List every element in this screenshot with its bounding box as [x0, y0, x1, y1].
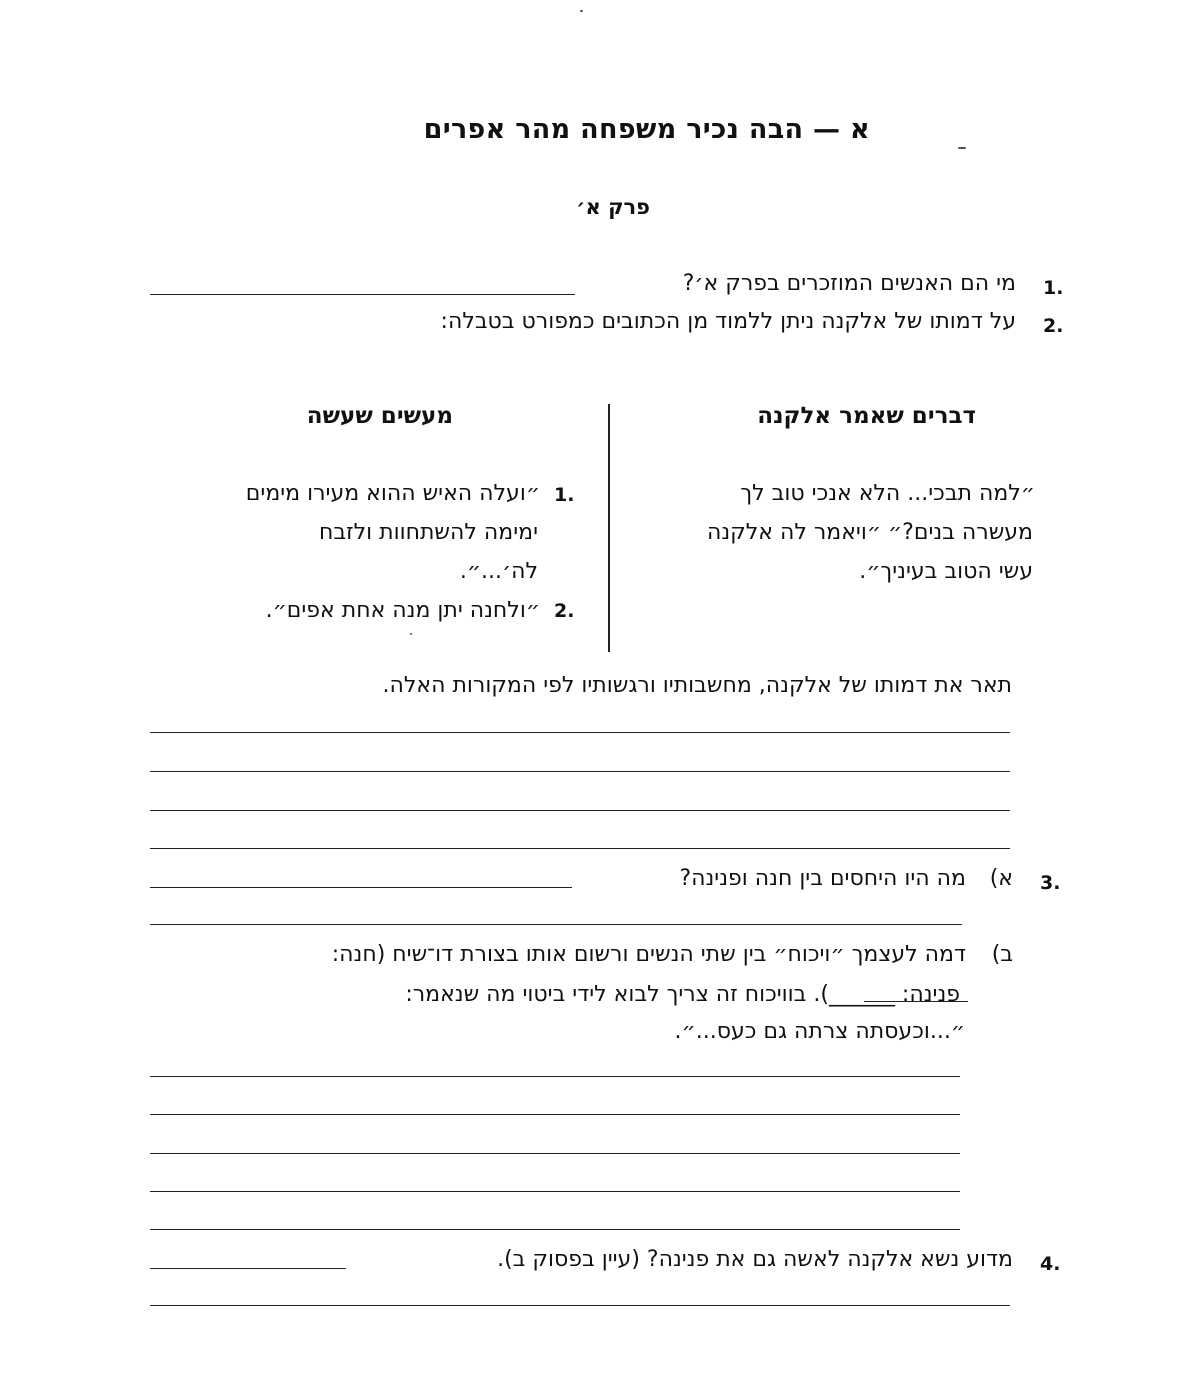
- deeds-item-2-line-1: ״ולחנה יתן מנה אחת אפים״.: [265, 598, 540, 623]
- answer-line[interactable]: [150, 1076, 960, 1077]
- question-2-text: על דמותו של אלקנה ניתן ללמוד מן הכתובים כמפורט בטבלה:: [440, 309, 1016, 334]
- answer-line[interactable]: [150, 1153, 960, 1154]
- description-instruction: תאר את דמותו של אלקנה, מחשבותיו ורגשותיו לפי המקורות האלה.: [382, 673, 1012, 698]
- scan-speck: [958, 147, 966, 149]
- deeds-item-1-line-2: ימימה להשתחוות ולזבח: [318, 520, 538, 545]
- deeds-item-1-number: 1.: [554, 484, 575, 506]
- answer-line[interactable]: [150, 771, 1010, 772]
- page-title: א — הבה נכיר משפחה מהר אפרים: [423, 114, 870, 145]
- question-3b-line-2: פנינה: ______). בוויכוח זה צריך לבוא לידי ביטוי מה שנאמר:: [405, 982, 960, 1007]
- table-divider: [608, 404, 610, 652]
- answer-line-q4[interactable]: [150, 1268, 346, 1269]
- question-3a-text: מה היו היחסים בין חנה ופנינה?: [679, 866, 966, 891]
- question-4-number: 4.: [1040, 1253, 1061, 1275]
- answer-line[interactable]: [150, 1191, 960, 1192]
- deeds-item-1-line-3: לה׳...״.: [459, 559, 538, 584]
- answer-line[interactable]: [150, 1114, 960, 1115]
- answer-line[interactable]: [150, 1229, 960, 1230]
- answer-line[interactable]: [150, 810, 1010, 811]
- question-3b-line-1: דמה לעצמך ״ויכוח״ בין שתי הנשים ורשום אותו בצורת דו־שיח (חנה:: [331, 942, 966, 967]
- answer-line-q4[interactable]: [150, 1305, 1010, 1306]
- question-3-number: 3.: [1040, 872, 1061, 894]
- question-3b-label: ב): [991, 942, 1013, 967]
- table-header-sayings: דברים שאמר אלקנה: [757, 403, 976, 429]
- answer-line[interactable]: [150, 732, 1010, 733]
- question-4-text: מדוע נשא אלקנה לאשה גם את פנינה? (עיין בפסוק ב).: [497, 1247, 1013, 1272]
- answer-line-q1[interactable]: [150, 294, 575, 295]
- sayings-line-1: ״למה תבכי... הלא אנכי טוב לך: [740, 481, 1035, 506]
- question-1-text: מי הם האנשים המוזכרים בפרק א׳?: [682, 271, 1016, 296]
- question-3a-label: א): [989, 866, 1013, 891]
- table-header-deeds: מעשים שעשה: [306, 403, 453, 429]
- question-1-number: 1.: [1043, 277, 1064, 299]
- sayings-line-2: מעשרה בנים?״ ״ויאמר לה אלקנה: [706, 520, 1033, 545]
- question-3b-line-3: ״...וכעסתה צרתה גם כעס...״.: [674, 1019, 965, 1044]
- chapter-heading: פרק א׳: [576, 195, 650, 219]
- deeds-item-2-number: 2.: [554, 600, 575, 622]
- scan-speck: [580, 10, 583, 12]
- sayings-line-3: עשי הטוב בעיניך״.: [859, 559, 1033, 584]
- question-2-number: 2.: [1043, 315, 1064, 337]
- scan-speck: [410, 633, 412, 635]
- answer-line-q3a[interactable]: [150, 887, 572, 888]
- deeds-item-1-line-1: ״ועלה האיש ההוא מעירו מימים: [245, 481, 540, 506]
- answer-line-q3a[interactable]: [150, 924, 962, 925]
- answer-line[interactable]: [150, 848, 1010, 849]
